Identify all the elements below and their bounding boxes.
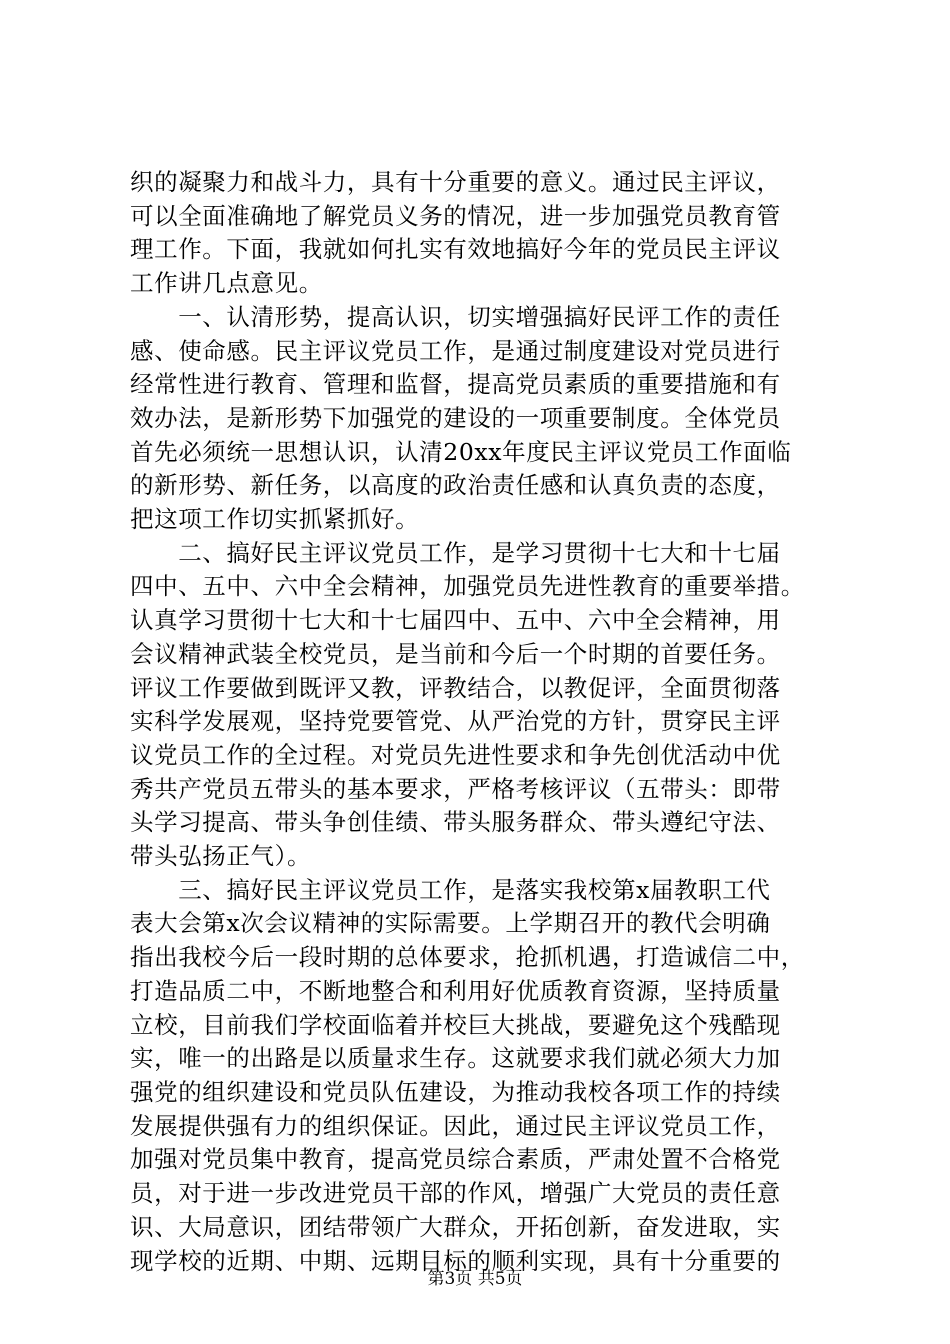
text-line: 评议工作要做到既评又教，评教结合，以教促评，全面贯彻落 — [130, 673, 781, 702]
text-line: 一、认清形势，提高认识，切实增强搞好民评工作的责任 — [130, 302, 781, 331]
text-line: 四中、五中、六中全会精神，加强党员先进性教育的重要举措。 — [130, 572, 805, 601]
text-line: 感、使命感。民主评议党员工作，是通过制度建设对党员进行 — [130, 336, 781, 365]
text-line: 织的凝聚力和战斗力，具有十分重要的意义。通过民主评议， — [130, 168, 781, 196]
text-line: 认真学习贯彻十七大和十七届四中、五中、六中全会精神，用 — [130, 606, 781, 635]
text-line: 实科学发展观，坚持党要管党、从严治党的方针，贯穿民主评 — [130, 707, 781, 736]
text-line: 表大会第x次会议精神的实际需要。上学期召开的教代会明确 — [130, 909, 771, 938]
text-line: 议党员工作的全过程。对党员先进性要求和争先创优活动中优 — [130, 740, 781, 769]
text-line: 三、搞好民主评议党员工作，是落实我校第x届教职工代 — [130, 875, 771, 904]
body-text — [130, 166, 836, 1278]
text-line: 强党的组织建设和党员队伍建设，为推动我校各项工作的持续 — [130, 1077, 781, 1106]
text-line: 现学校的近期、中期、远期目标的顺利实现，具有十分重要的 — [130, 1246, 781, 1275]
text-line: 员，对于进一步改进党员干部的作风，增强广大党员的责任意 — [130, 1179, 781, 1208]
text-line: 秀共产党员五带头的基本要求，严格考核评议（五带头：即带 — [130, 774, 781, 803]
text-line: 发展提供强有力的组织保证。因此，通过民主评议党员工作， — [130, 1111, 781, 1140]
text-line: 理工作。下面，我就如何扎实有效地搞好今年的党员民主评议 — [130, 235, 781, 264]
text-line: 指出我校今后一段时期的总体要求，抢抓机遇，打造诚信二中， — [130, 943, 805, 972]
text-line: 会议精神武装全校党员，是当前和今后一个时期的首要任务。 — [130, 639, 781, 668]
text-line: 实，唯一的出路是以质量求生存。这就要求我们就必须大力加 — [130, 1044, 781, 1073]
text-line: 立校，目前我们学校面临着并校巨大挑战，要避免这个残酷现 — [130, 1010, 781, 1039]
text-line: 的新形势、新任务，以高度的政治责任感和认真负责的态度， — [130, 471, 781, 500]
text-line: 首先必须统一思想认识，认清20xx年度民主评议党员工作面临 — [130, 437, 792, 466]
page-number-footer: 第3页 共5页 — [427, 1269, 523, 1289]
text-line: 带头弘扬正气）。 — [130, 842, 312, 871]
text-line: 经常性进行教育、管理和监督，提高党员素质的重要措施和有 — [130, 370, 781, 399]
text-line: 识、大局意识，团结带领广大群众，开拓创新，奋发进取，实 — [130, 1212, 781, 1241]
text-line: 效办法，是新形势下加强党的建设的一项重要制度。全体党员 — [130, 403, 781, 432]
text-line: 头学习提高、带头争创佳绩、带头服务群众、带头遵纪守法、 — [130, 808, 781, 837]
text-line: 工作讲几点意见。 — [130, 269, 323, 298]
text-line: 打造品质二中，不断地整合和利用好优质教育资源，坚持质量 — [130, 976, 781, 1005]
text-line: 加强对党员集中教育，提高党员综合素质，严肃处置不合格党 — [130, 1145, 781, 1174]
text-line: 可以全面准确地了解党员义务的情况，进一步加强党员教育管 — [130, 201, 781, 230]
text-line: 把这项工作切实抓紧抓好。 — [130, 505, 420, 534]
text-line: 二、搞好民主评议党员工作，是学习贯彻十七大和十七届 — [130, 538, 781, 567]
